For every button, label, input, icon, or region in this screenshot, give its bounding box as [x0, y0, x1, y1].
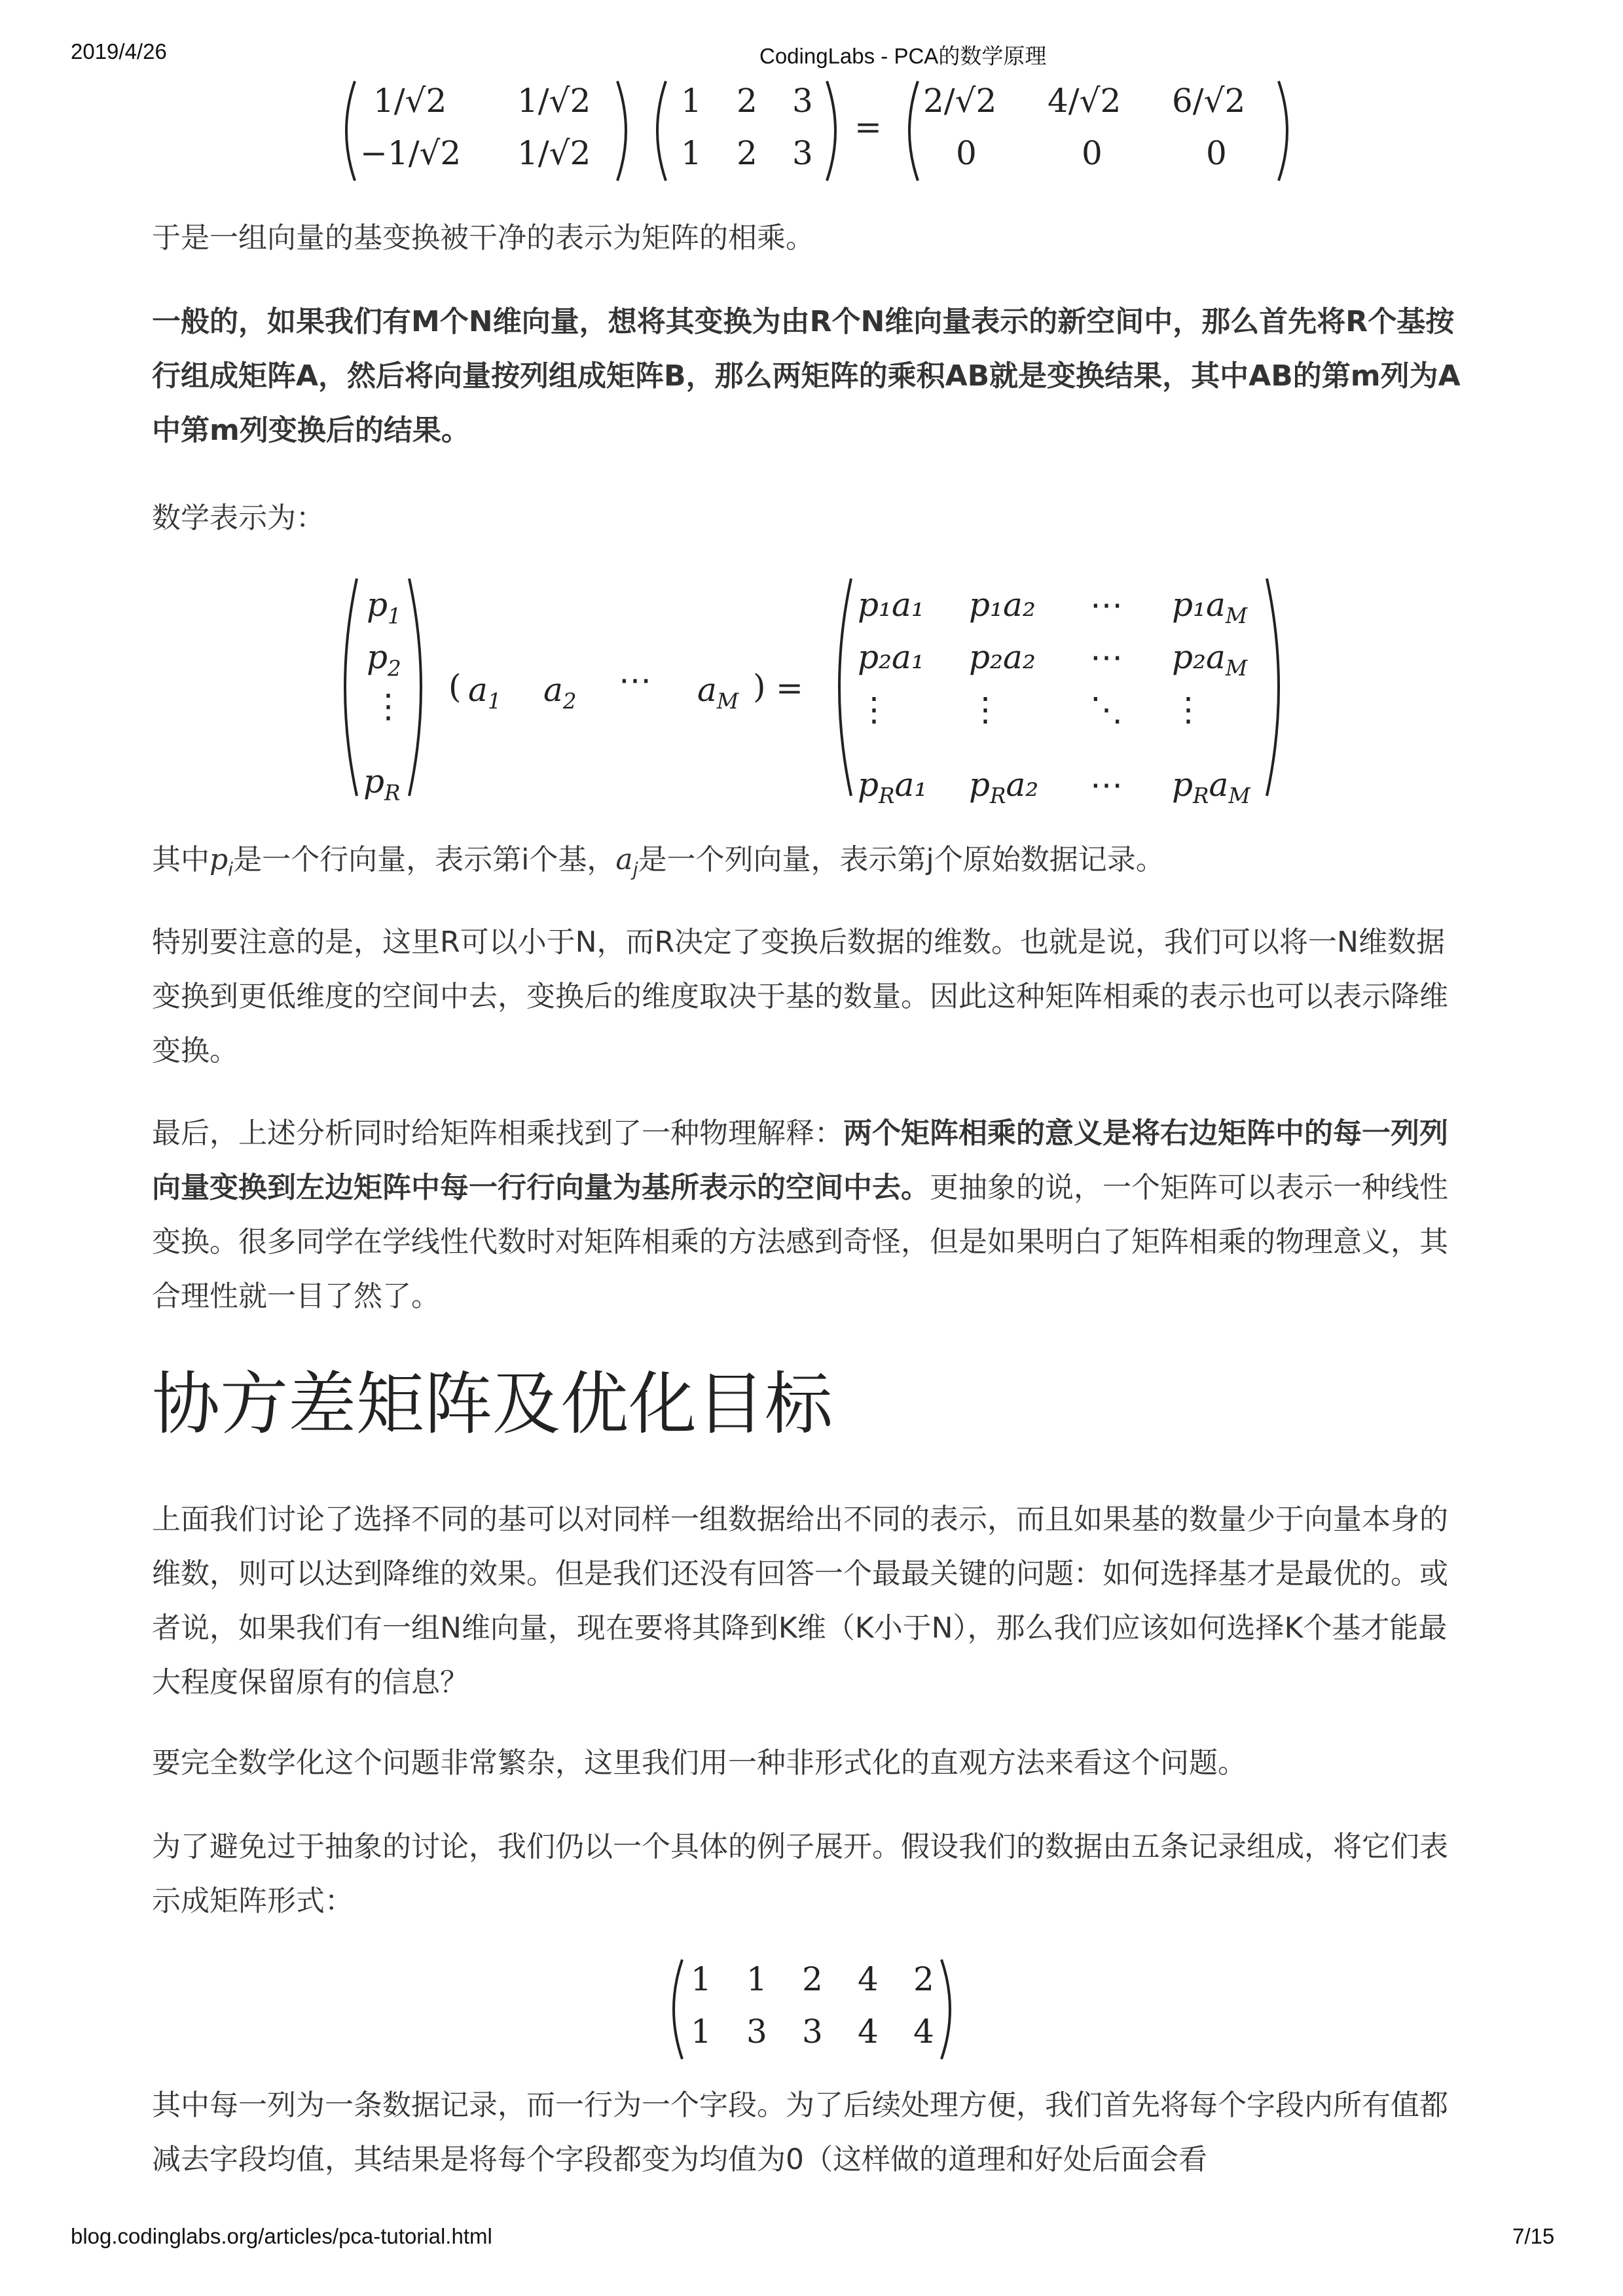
matrix-cell: 2/√2 [923, 82, 997, 120]
result-matrix-cell: ⋱ [1090, 691, 1123, 728]
col-vector-entry: $p_R$ [363, 762, 401, 806]
matrix-cell: 0 [1206, 134, 1227, 172]
data-matrix-cell: 4 [858, 1960, 879, 1998]
result-matrix-cell: $p_2a_M$ [1172, 638, 1248, 681]
matrix-cell: 1/√2 [517, 134, 591, 172]
matrix-cell: 4/√2 [1048, 82, 1122, 120]
row-vector-close-paren: ) [753, 668, 766, 706]
result-matrix-cell: $p_Ra_2$ [969, 766, 1039, 808]
paragraph-informal-approach: 要完全数学化这个问题非常繁杂，这里我们用一种非形式化的直观方法来看这个问题。 [152, 1746, 1247, 1780]
row-vector-entry: $a_2$ [543, 671, 577, 714]
row-vector-open-paren: ( [448, 668, 462, 706]
col-vector-entry: $p_1$ [367, 586, 401, 629]
result-matrix-cell: $p_Ra_1$ [858, 766, 928, 808]
footer-url[interactable]: blog.codinglabs.org/articles/pca-tutorial.html [71, 2224, 492, 2248]
data-matrix-cell: 4 [913, 2013, 934, 2051]
data-matrix-cell: 3 [746, 2013, 767, 2051]
footer-page-number: 7/15 [1512, 2224, 1555, 2248]
matrix-cell: 0 [1082, 134, 1103, 172]
section-heading: 协方差矩阵及优化目标 [152, 1364, 833, 1444]
matrix-cell: 3 [792, 134, 813, 172]
matrix-cell: 1/√2 [517, 82, 591, 120]
matrix-cell: 2 [737, 134, 757, 172]
equals-sign: = [854, 108, 882, 146]
matrix-cell: 1 [681, 134, 702, 172]
equals-sign: = [776, 669, 803, 707]
paragraph-math-intro: 数学表示为： [152, 501, 325, 535]
matrix-cell: −1/√2 [360, 134, 462, 172]
data-matrix-cell: 1 [746, 1960, 767, 1998]
result-matrix-cell: ⋯ [1090, 638, 1123, 676]
matrix-cell: 1 [681, 82, 702, 120]
row-vector-cdots: ⋯ [619, 661, 651, 699]
matrix-cell: 2 [737, 82, 757, 120]
data-matrix-cell: 1 [691, 2013, 712, 2051]
paragraph-general-rule: 一般的，如果我们有M个N维向量，想将其变换为由R个N维向量表示的新空间中，那么首先将R个基按行组成矩阵A，然后将向量按列组成矩阵B，那么两矩阵的乘积AB就是变换结果，其中AB的第m列为A中第m列变换后的结果。 [152, 305, 1461, 447]
header-date: 2019/4/26 [71, 39, 167, 63]
paragraph-optimal-basis-question: 上面我们讨论了选择不同的基可以对同样一组数据给出不同的表示，而且如果基的数量少于向量本身的维数，则可以达到降维的效果。但是我们还没有回答一个最最关键的问题：如何选择基才是最优的。或者说，如果我们有一组N维向量，现在要将其降到K维（K小于N），那么我们应该如何选择K个基才能最大程度保留原有的信息？ [152, 1503, 1448, 1699]
result-matrix-cell: ⋮ [969, 691, 1002, 728]
result-matrix-cell: p₁a₂ [969, 586, 1036, 624]
matrix-cell: 3 [792, 82, 813, 120]
data-matrix-cell: 2 [913, 1960, 934, 1998]
result-matrix-cell: ⋯ [1090, 586, 1123, 624]
col-vector-entry: $p_2$ [367, 638, 401, 681]
result-matrix-cell: p₂a₁ [858, 638, 924, 676]
result-matrix-cell: ⋯ [1090, 766, 1123, 804]
matrix-cell: 0 [956, 134, 977, 172]
row-vector-entry: $a_M$ [697, 671, 739, 714]
paragraph-example-intro: 为了避免过于抽象的讨论，我们仍以一个具体的例子展开。假设我们的数据由五条记录组成，将它们表示成矩阵形式： [152, 1830, 1448, 1918]
paragraph-physical-meaning: 最后，上述分析同时给矩阵相乘找到了一种物理解释：两个矩阵相乘的意义是将右边矩阵中的每一列列向量变换到左边矩阵中每一行行向量为基所表示的空间中去。更抽象的说，一个矩阵可以表示一种线性变换。很多同学在学线性代数时对矩阵相乘的方法感到奇怪，但是如果明白了矩阵相乘的物理意义，其合理性就一目了然了。 [152, 1117, 1448, 1313]
row-vector-entry: $a_1$ [468, 671, 501, 714]
paragraph-vector-explanation: 其中$p_i$是一个行向量，表示第i个基，$a_j$是一个列向量，表示第j个原始数据记录。 [152, 843, 1165, 880]
physical-meaning-bold: 两个矩阵相乘的意义是将右边矩阵中的每一列列向量变换到左边矩阵中每一行行向量为基所表示的空间中去。 [152, 1117, 1448, 1204]
matrix-cell: 1/√2 [373, 82, 447, 120]
result-matrix-cell: $p_1a_M$ [1172, 586, 1248, 628]
result-matrix-cell: p₂a₂ [969, 638, 1036, 676]
data-matrix-cell: 2 [802, 1960, 823, 1998]
result-matrix-cell: ⋮ [858, 691, 890, 728]
col-vector-vdots: ⋮ [372, 687, 405, 725]
left-paren [661, 1957, 687, 2062]
result-matrix-cell: p₁a₁ [858, 586, 924, 624]
right-paren [936, 1957, 962, 2062]
data-matrix-cell: 3 [802, 2013, 823, 2051]
header-title: CodingLabs - PCA的数学原理 [759, 44, 1047, 68]
result-matrix-cell: $p_Ra_M$ [1172, 766, 1250, 808]
data-matrix-cell: 4 [858, 2013, 879, 2051]
result-matrix-cell: ⋮ [1172, 691, 1205, 728]
paragraph-dimension-note: 特别要注意的是，这里R可以小于N，而R决定了变换后数据的维数。也就是说，我们可以将一N维数据变换到更低维度的空间中去，变换后的维度取决于基的数量。因此这种矩阵相乘的表示也可以表示降维变换。 [152, 925, 1448, 1067]
paragraph-mean-centering: 其中每一列为一条数据记录，而一行为一个字段。为了后续处理方便，我们首先将每个字段内所有值都减去字段均值，其结果是将每个字段都变为均值为0（这样做的道理和好处后面会看 [152, 2089, 1448, 2176]
data-matrix-cell: 1 [691, 1960, 712, 1998]
paragraph-basis-product: 于是一组向量的基变换被干净的表示为矩阵的相乘。 [152, 221, 814, 255]
matrix-cell: 6/√2 [1172, 82, 1246, 120]
